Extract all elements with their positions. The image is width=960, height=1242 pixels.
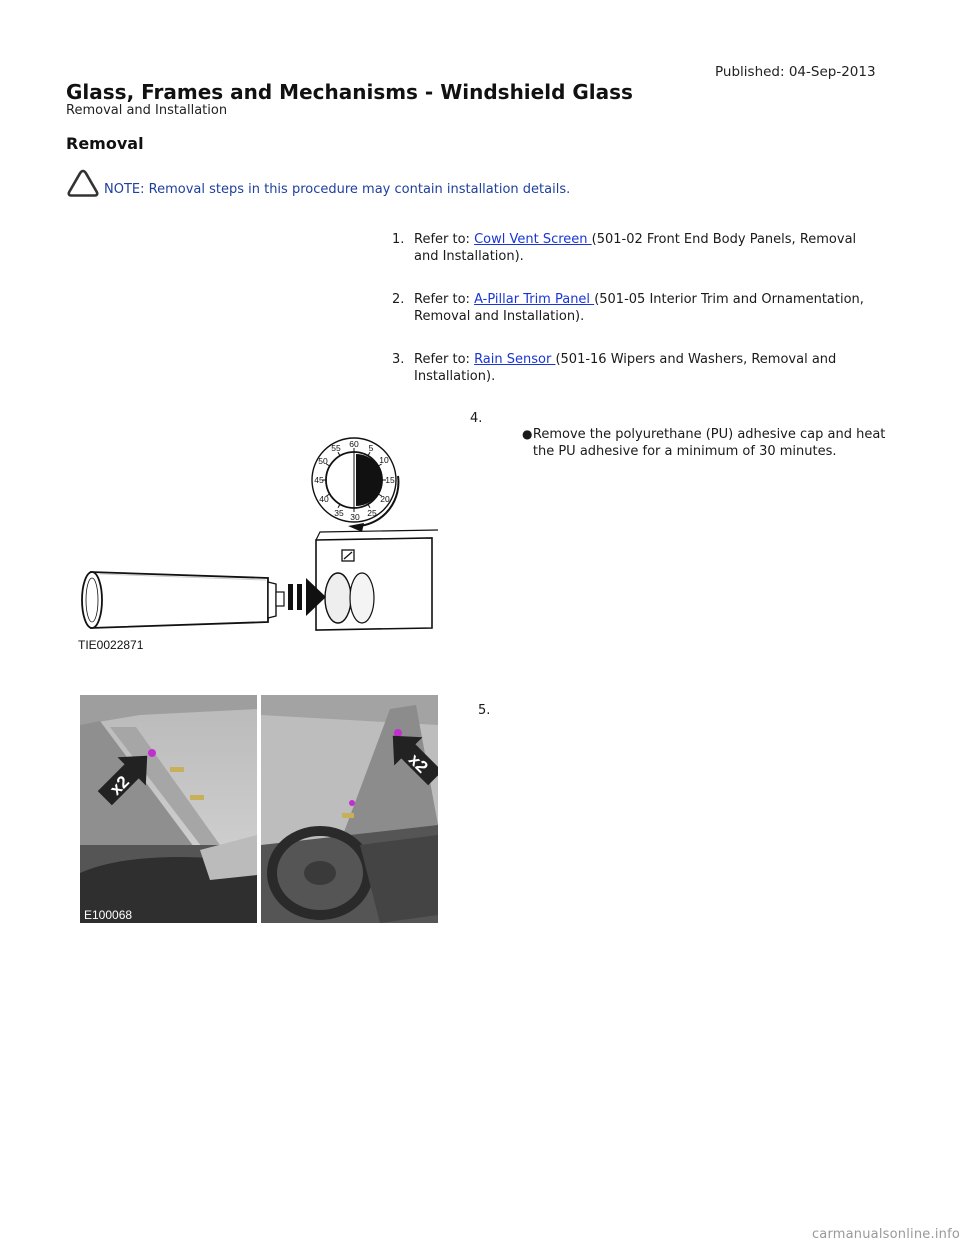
step-1 bbox=[392, 231, 892, 267]
step-2 bbox=[392, 291, 892, 327]
figure-label: E100068 bbox=[84, 908, 133, 922]
step-text bbox=[414, 291, 884, 325]
figure-a-pillar bbox=[80, 695, 438, 923]
step-4-bullet bbox=[522, 426, 892, 460]
step-suffix: (501-05 Interior Trim and Ornamentation, Removal and Installation). bbox=[414, 292, 864, 324]
timer-number: 15 bbox=[385, 475, 395, 485]
note-text: NOTE: Removal steps in this procedure may contain installation details. bbox=[104, 182, 571, 197]
step-text bbox=[414, 351, 884, 385]
published-date: Published: 04-Sep-2013 bbox=[715, 64, 876, 80]
step-text bbox=[414, 231, 884, 265]
step-number: 2. bbox=[392, 292, 405, 307]
section-heading-removal: Removal bbox=[66, 134, 144, 153]
figure-adhesive-heating bbox=[76, 432, 438, 658]
step-5-number: 5. bbox=[478, 703, 491, 718]
timer-number: 5 bbox=[368, 443, 374, 453]
step-suffix: (501-02 Front End Body Panels, Removal and Installation). bbox=[414, 232, 857, 264]
timer-number: 45 bbox=[314, 475, 324, 485]
note-block bbox=[66, 168, 570, 198]
step-prefix: Refer to: bbox=[414, 232, 475, 247]
page-title: Glass, Frames and Mechanisms - Windshield Glass bbox=[66, 80, 633, 104]
step-suffix: (501-16 Wipers and Washers, Removal and Installation). bbox=[414, 352, 837, 384]
bullet-dot-icon: ● bbox=[522, 427, 533, 441]
step-prefix: Refer to: bbox=[414, 352, 475, 367]
timer-number: 25 bbox=[367, 508, 377, 518]
step-prefix: Refer to: bbox=[414, 292, 475, 307]
link-rain-sensor[interactable]: Rain Sensor bbox=[474, 352, 556, 367]
link-cowl-vent-screen[interactable]: Cowl Vent Screen bbox=[474, 232, 592, 247]
bullet-text: Remove the polyurethane (PU) adhesive cap and heat the PU adhesive for a minimum of 30 minutes. bbox=[532, 427, 886, 459]
adhesive-heating-illustration bbox=[76, 432, 438, 658]
timer-number: 50 bbox=[318, 456, 328, 466]
step-4-number: 4. bbox=[470, 411, 483, 426]
step-number: 1. bbox=[392, 232, 405, 247]
step-number: 3. bbox=[392, 352, 405, 367]
figure-label: TIE0022871 bbox=[78, 638, 144, 652]
warning-triangle-icon bbox=[66, 168, 100, 198]
timer-number: 40 bbox=[319, 494, 329, 504]
timer-number: 10 bbox=[379, 455, 389, 465]
watermark: carmanualsonline.info bbox=[811, 1227, 960, 1242]
link-a-pillar-trim-panel[interactable]: A-Pillar Trim Panel bbox=[474, 292, 595, 307]
callout-x2-left: x2 bbox=[106, 772, 134, 799]
callout-x2-right: x2 bbox=[404, 749, 432, 777]
timer-number: 30 bbox=[350, 512, 360, 522]
timer-number: 55 bbox=[331, 443, 341, 453]
timer-number: 60 bbox=[349, 439, 359, 449]
a-pillar-photo-illustration bbox=[80, 695, 438, 923]
page-subtitle: Removal and Installation bbox=[66, 103, 228, 118]
step-3 bbox=[392, 351, 892, 387]
timer-number: 20 bbox=[380, 494, 390, 504]
timer-number: 35 bbox=[334, 508, 344, 518]
